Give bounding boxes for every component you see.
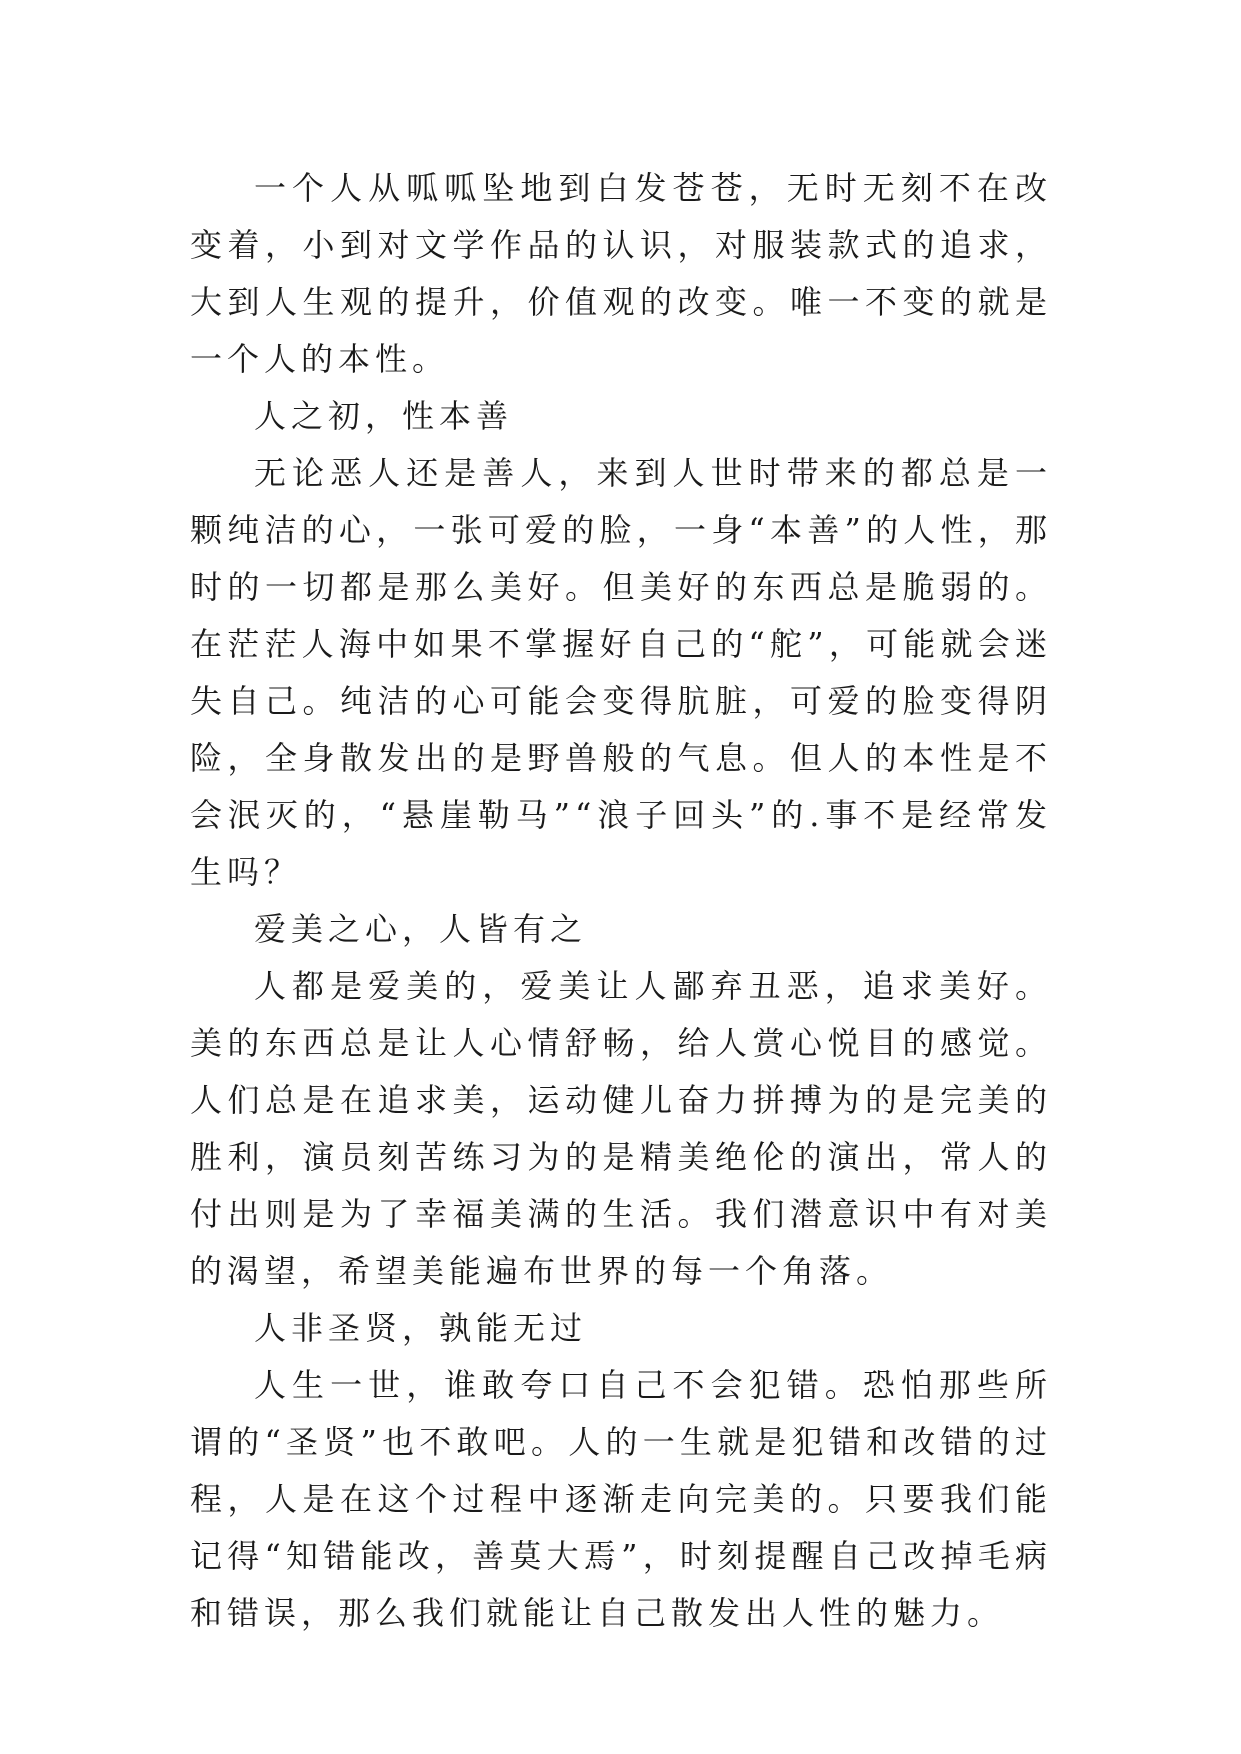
section-heading-3: 人非圣贤，孰能无过: [254, 1309, 588, 1347]
paragraph-section-3: 人生一世，谁敢夸口自己不会犯错。恐怕那些所谓的“圣贤”也不敢吧。人的一生就是犯错和改错的过程，人是在这个过程中逐渐走向完美的。只要我们能记得“知错能改，善莫大焉”，时刻提醒自己改掉毛病和错误，那么我们就能让自己散发出人性的魅力。: [190, 1366, 1052, 1632]
paragraph-section-1: 无论恶人还是善人，来到人世时带来的都总是一颗纯洁的心，一张可爱的脸，一身“本善”的人性，那时的一切都是那么美好。但美好的东西总是脆弱的。在茫茫人海中如果不掌握好自己的“舵”，可能就会迷失自己。纯洁的心可能会变得肮脏，可爱的脸变得阴险，全身散发出的是野兽般的气息。但人的本性是不会泯灭的，“悬崖勒马”“浪子回头”的.事不是经常发生吗？: [190, 454, 1052, 891]
paragraph-intro: 一个人从呱呱坠地到白发苍苍，无时无刻不在改变着，小到对文学作品的认识，对服装款式的追求，大到人生观的提升，价值观的改变。唯一不变的就是一个人的本性。: [190, 169, 1052, 378]
section-heading-2: 爱美之心，人皆有之: [254, 910, 588, 948]
paragraph-section-2: 人都是爱美的，爱美让人鄙弃丑恶，追求美好。美的东西总是让人心情舒畅，给人赏心悦目的感觉。人们总是在追求美，运动健儿奋力拼搏为的是完美的胜利，演员刻苦练习为的是精美绝伦的演出，常人的付出则是为了幸福美满的生活。我们潜意识中有对美的渴望，希望美能遍布世界的每一个角落。: [190, 967, 1052, 1290]
section-heading-1: 人之初，性本善: [254, 397, 514, 435]
document-body: [190, 160, 1052, 1642]
